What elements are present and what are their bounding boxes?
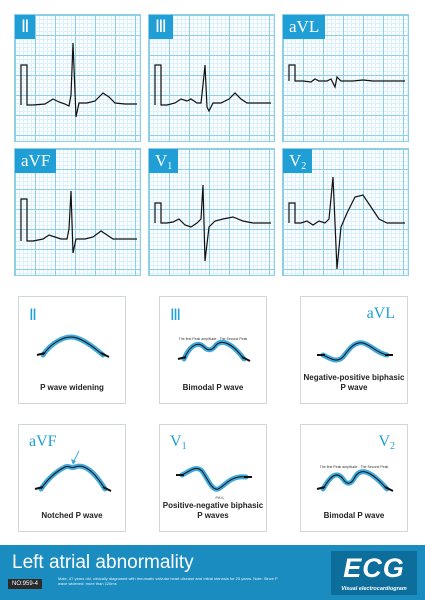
case-id-badge: NO:959-4 bbox=[8, 579, 42, 589]
ecg-trace bbox=[283, 149, 409, 276]
ecg-trace bbox=[149, 15, 275, 142]
card-v2 bbox=[300, 424, 408, 532]
ecg-lead-label: aVF bbox=[15, 149, 56, 173]
ecg-panel-iii bbox=[148, 14, 275, 142]
ecg-panel-v1 bbox=[148, 148, 275, 276]
card-lead: Ⅱ bbox=[29, 307, 37, 324]
card-iii bbox=[159, 296, 267, 404]
card-lead: Ⅲ bbox=[170, 307, 182, 324]
ecg-trace bbox=[15, 15, 141, 142]
card-lead: aVF bbox=[29, 433, 57, 450]
card-caption: Bimodal P wave bbox=[182, 383, 244, 392]
ecg-lead-label: aVL bbox=[283, 15, 325, 39]
card-lead: $V_1$ bbox=[170, 433, 187, 452]
ecg-lead-label: $V_2$ bbox=[283, 149, 312, 173]
ecg-trace bbox=[283, 15, 409, 142]
card-caption: Notched P wave bbox=[41, 511, 103, 520]
ecg-panel-v2 bbox=[282, 148, 409, 276]
ecg-trace bbox=[149, 149, 275, 276]
card-lead: aVL bbox=[366, 305, 395, 322]
ecg-panel-avf bbox=[14, 148, 141, 276]
card-avf bbox=[18, 424, 126, 532]
card-avl bbox=[300, 296, 408, 404]
ptf-annotation: Ptf-V₁ bbox=[215, 496, 225, 500]
card-caption: Bimodal P wave bbox=[323, 511, 385, 520]
logo-text: ECG bbox=[343, 553, 405, 583]
page-title: Left atrial abnormality bbox=[12, 552, 194, 573]
ecg-logo bbox=[331, 551, 417, 595]
peak-annotation: The first Peak amplitude - The Second Peak bbox=[178, 337, 248, 341]
ecg-lead-label: $V_1$ bbox=[149, 149, 178, 173]
card-caption: Negative-positive biphasic P wave bbox=[303, 373, 405, 392]
logo-subtitle: Visual electrocardiogram bbox=[341, 586, 407, 592]
peak-annotation: The first Peak amplitude - The Second Peak bbox=[319, 465, 389, 469]
footer-bar bbox=[0, 545, 425, 600]
ecg-trace bbox=[15, 149, 141, 276]
ecg-panel-ii bbox=[14, 14, 141, 142]
case-note: Male, 47 years old, clinically diagnosed with rheumatic valvular heart disease and mitral stenosis for 25 years. Note: Since P wave widened: more than 120ms bbox=[58, 576, 278, 586]
card-v1 bbox=[159, 424, 267, 532]
card-caption: P wave widening bbox=[40, 383, 104, 392]
ecg-lead-label: Ⅲ bbox=[149, 15, 173, 39]
ecg-grid bbox=[14, 14, 410, 276]
card-ii bbox=[18, 296, 126, 404]
card-caption: Positive-negative biphasic P waves bbox=[162, 501, 264, 520]
ecg-lead-label: Ⅱ bbox=[15, 15, 35, 39]
card-lead: $V_2$ bbox=[378, 433, 395, 452]
ecg-panel-avl bbox=[282, 14, 409, 142]
